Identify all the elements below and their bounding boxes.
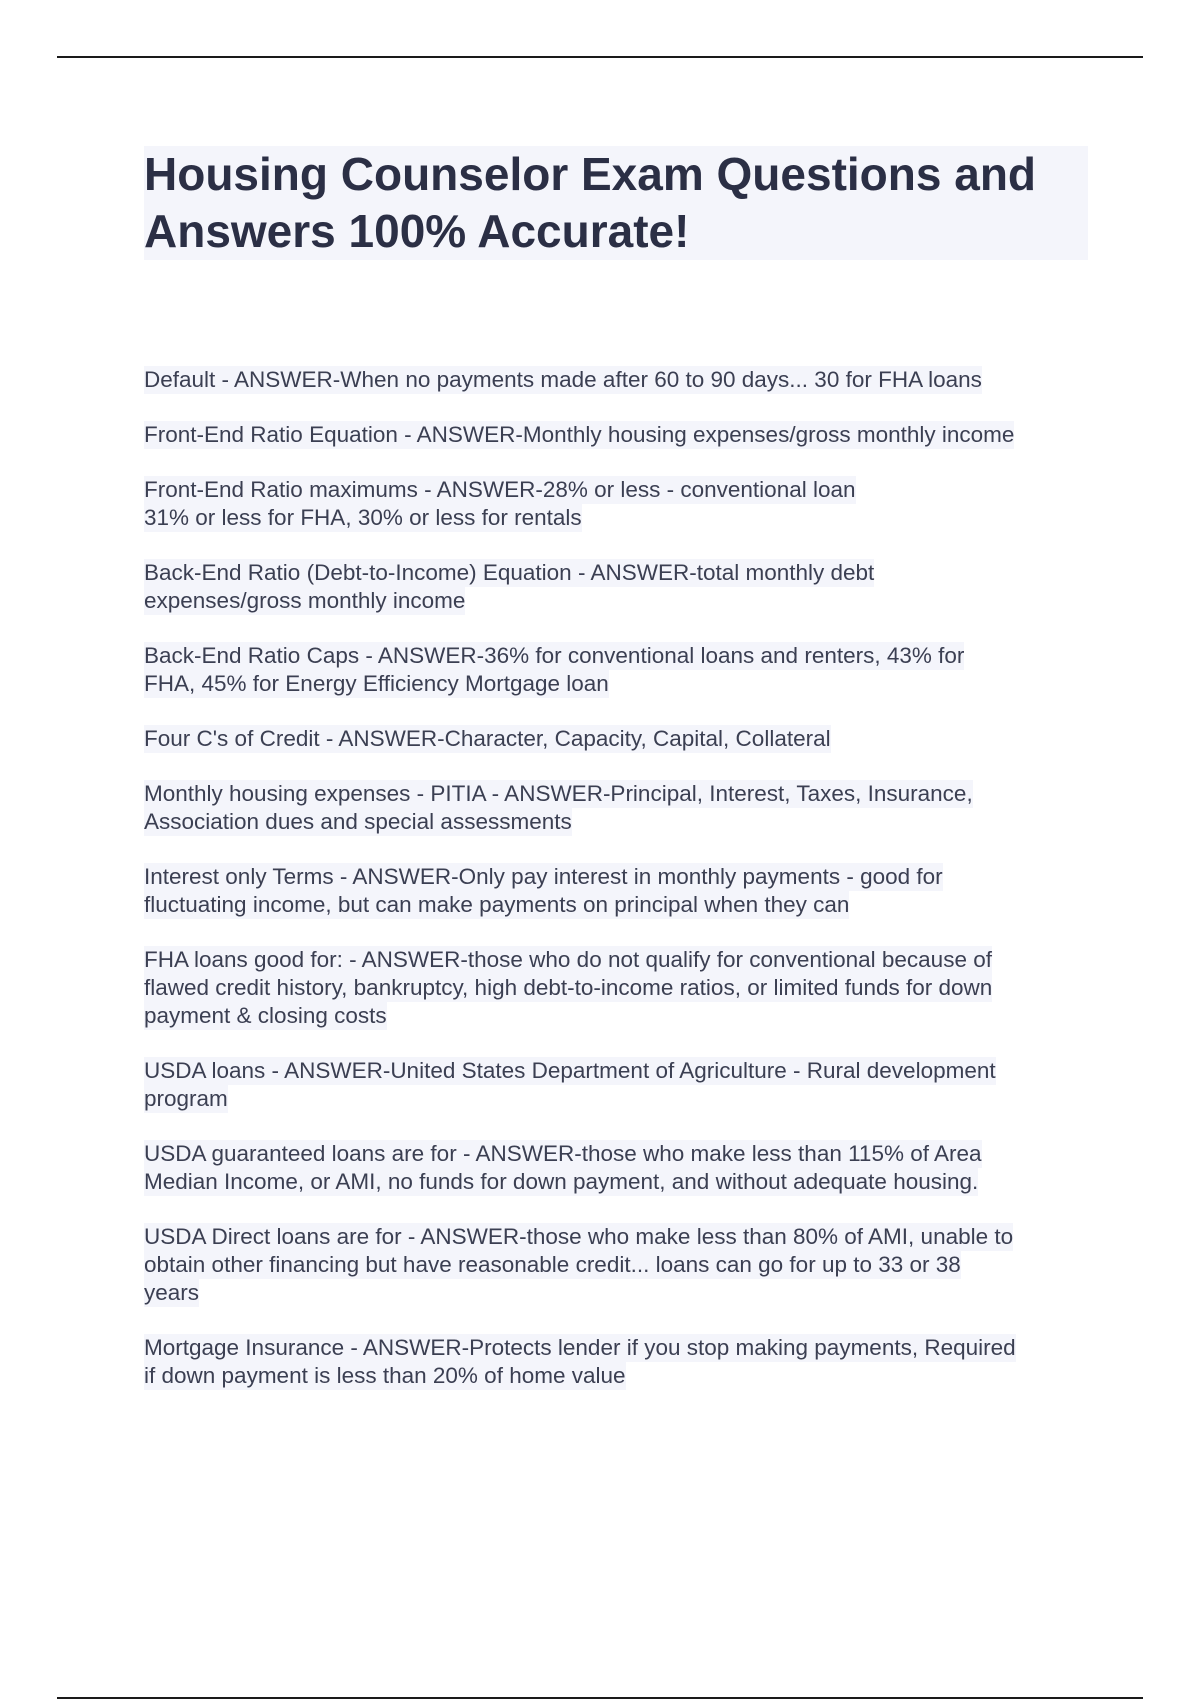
qa-item <box>144 1057 1088 1113</box>
qa-item <box>144 946 1088 1030</box>
qa-line: Mortgage Insurance - ANSWER-Protects lender if you stop making payments, Required <box>144 1335 1016 1360</box>
qa-line: Interest only Terms - ANSWER-Only pay interest in monthly payments - good for <box>144 864 943 889</box>
bottom-rule <box>57 1697 1143 1699</box>
qa-line: Back-End Ratio Caps - ANSWER-36% for conventional loans and renters, 43% for <box>144 643 965 668</box>
qa-item <box>144 642 1088 698</box>
qa-line: Front-End Ratio Equation - ANSWER-Monthly housing expenses/gross monthly income <box>144 422 1015 447</box>
qa-line: Four C's of Credit - ANSWER-Character, Capacity, Capital, Collateral <box>144 726 831 751</box>
qa-line: USDA Direct loans are for - ANSWER-those who make less than 80% of AMI, unable to <box>144 1224 1014 1249</box>
qa-line: years <box>144 1280 200 1305</box>
qa-item <box>144 421 1088 449</box>
qa-line: Front-End Ratio maximums - ANSWER-28% or less - conventional loan <box>144 477 856 502</box>
qa-item <box>144 366 1088 394</box>
qa-line: program <box>144 1086 228 1111</box>
qa-item <box>144 476 1088 532</box>
qa-line: FHA loans good for: - ANSWER-those who do not qualify for conventional because of <box>144 947 992 972</box>
qa-line: Monthly housing expenses - PITIA - ANSWER-Principal, Interest, Taxes, Insurance, <box>144 781 973 806</box>
qa-item <box>144 780 1088 836</box>
qa-item <box>144 1334 1088 1390</box>
qa-line: Back-End Ratio (Debt-to-Income) Equation - ANSWER-total monthly debt <box>144 560 875 585</box>
qa-line: USDA loans - ANSWER-United States Department of Agriculture - Rural development <box>144 1058 996 1083</box>
title-line: Answers 100% Accurate! <box>144 205 690 257</box>
qa-line: if down payment is less than 20% of home value <box>144 1363 626 1388</box>
qa-line: 31% or less for FHA, 30% or less for rentals <box>144 505 582 530</box>
title-block <box>144 146 1088 260</box>
document-title <box>144 146 1088 260</box>
qa-line: fluctuating income, but can make payments on principal when they can <box>144 892 850 917</box>
qa-line: Median Income, or AMI, no funds for down payment, and without adequate housing. <box>144 1169 979 1194</box>
qa-line: obtain other financing but have reasonable credit... loans can go for up to 33 or 38 <box>144 1252 961 1277</box>
qa-line: flawed credit history, bankruptcy, high debt-to-income ratios, or limited funds for down <box>144 975 993 1000</box>
title-line: Housing Counselor Exam Questions and <box>144 148 1037 200</box>
qa-line: FHA, 45% for Energy Efficiency Mortgage loan <box>144 671 609 696</box>
qa-line: expenses/gross monthly income <box>144 588 466 613</box>
qa-item <box>144 863 1088 919</box>
qa-line: Association dues and special assessments <box>144 809 572 834</box>
qa-item <box>144 559 1088 615</box>
qa-item <box>144 1140 1088 1196</box>
qa-line: Default - ANSWER-When no payments made after 60 to 90 days... 30 for FHA loans <box>144 367 982 392</box>
qa-item <box>144 725 1088 753</box>
top-rule <box>57 56 1143 58</box>
qa-list <box>144 366 1088 1417</box>
qa-line: payment & closing costs <box>144 1003 387 1028</box>
qa-line: USDA guaranteed loans are for - ANSWER-those who make less than 115% of Area <box>144 1141 982 1166</box>
qa-item <box>144 1223 1088 1307</box>
